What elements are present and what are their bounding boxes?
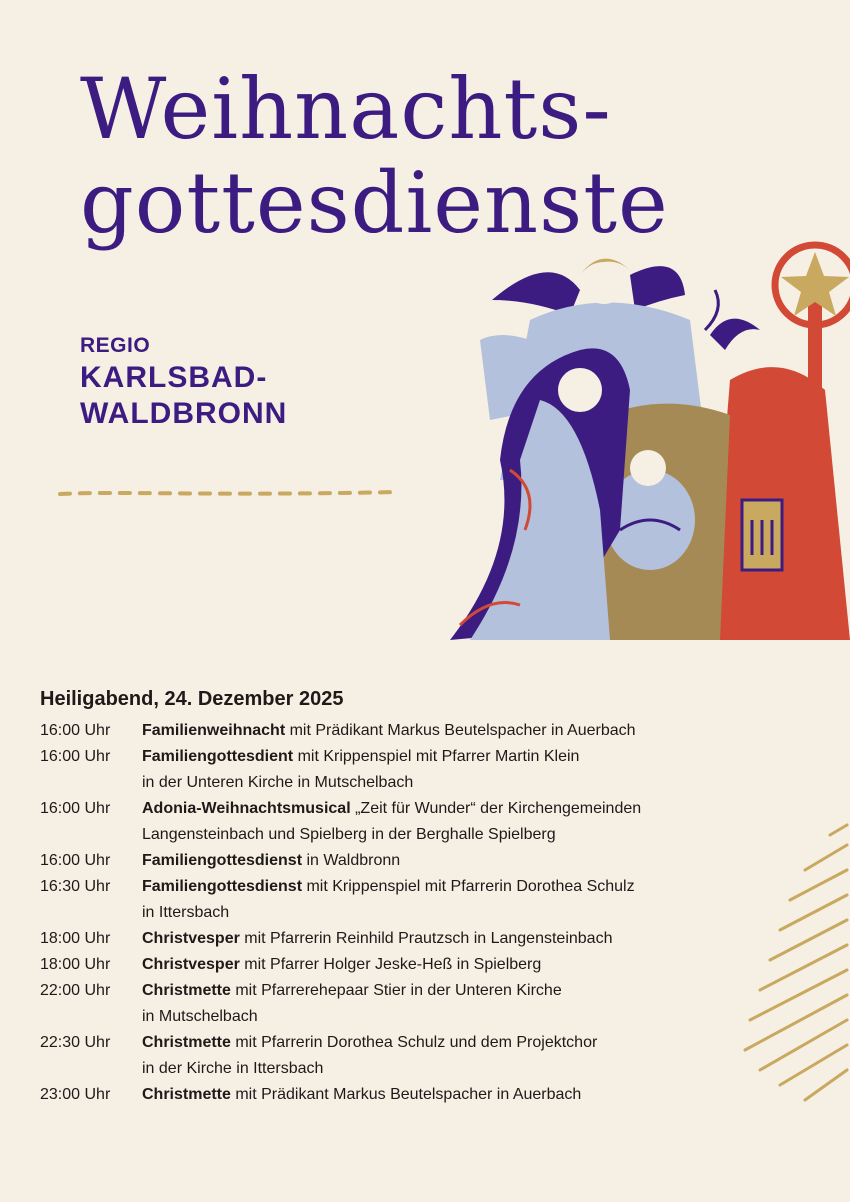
event-detail: mit Pfarrerehepaar Stier in der Unteren Kirche (230, 982, 562, 999)
event-detail: mit Prädikant Markus Beutelspacher in Auerbach (285, 722, 636, 739)
schedule-row (40, 978, 820, 1030)
region-name-line-2: WALDBRONN (80, 397, 288, 430)
schedule-row (40, 1082, 820, 1108)
title-line-1: Weihnachts- (80, 60, 612, 158)
event-name: Adonia-Weihnachtsmusical (142, 800, 351, 817)
event-time: 22:30 Uhr (40, 1034, 111, 1051)
event-detail-line-2: in der Unteren Kirche in Mutschelbach (142, 774, 414, 791)
event-detail: mit Prädikant Markus Beutelspacher in Auerbach (230, 1086, 582, 1103)
event-detail: mit Krippenspiel mit Pfarrer Martin Klein (293, 748, 580, 765)
event-name: Familienweihnacht (142, 722, 286, 739)
event-name: Christmette (142, 982, 231, 999)
event-detail: mit Pfarrer Holger Jeske-Heß in Spielberg (239, 956, 542, 973)
schedule-row (40, 848, 820, 874)
dashed-divider (58, 488, 403, 500)
schedule-row (40, 718, 820, 744)
event-time: 16:30 Uhr (40, 878, 111, 895)
event-time: 22:00 Uhr (40, 982, 111, 999)
schedule-row (40, 796, 820, 848)
event-detail: in Waldbronn (302, 852, 401, 869)
event-description (142, 978, 820, 1030)
service-schedule (40, 686, 820, 1108)
schedule-row (40, 1030, 820, 1082)
event-description (142, 718, 820, 744)
page-title (80, 62, 669, 250)
event-detail-line-2: in der Kirche in Ittersbach (142, 1060, 324, 1077)
event-time: 18:00 Uhr (40, 956, 111, 973)
event-time: 16:00 Uhr (40, 800, 111, 817)
schedule-row (40, 744, 820, 796)
event-name: Familiengottesdienst (142, 852, 303, 869)
event-description (142, 1082, 820, 1108)
region-name-line-1: KARLSBAD- (80, 361, 268, 394)
event-description (142, 796, 820, 848)
event-time: 16:00 Uhr (40, 748, 111, 765)
event-name: Familiengottesdient (142, 748, 294, 765)
event-time: 16:00 Uhr (40, 722, 111, 739)
event-description (142, 926, 820, 952)
event-description (142, 1030, 820, 1082)
nativity-illustration (430, 230, 850, 655)
schedule-row (40, 952, 820, 978)
schedule-row (40, 874, 820, 926)
event-detail: mit Pfarrerin Reinhild Prautzsch in Langensteinbach (239, 930, 613, 947)
event-detail-line-2: in Ittersbach (142, 904, 230, 921)
event-description (142, 848, 820, 874)
event-detail: „Zeit für Wunder“ der Kirchengemeinden (350, 800, 642, 817)
event-description (142, 744, 820, 796)
event-time: 18:00 Uhr (40, 930, 111, 947)
event-description (142, 952, 820, 978)
event-name: Familiengottesdienst (142, 878, 303, 895)
event-time: 16:00 Uhr (40, 852, 111, 869)
event-description (142, 874, 820, 926)
event-time: 23:00 Uhr (40, 1086, 111, 1103)
region-label: REGIO (80, 334, 151, 357)
schedule-row (40, 926, 820, 952)
event-detail: mit Krippenspiel mit Pfarrerin Dorothea Schulz (302, 878, 635, 895)
mary-icon (450, 348, 630, 640)
event-detail-line-2: in Mutschelbach (142, 1008, 258, 1025)
event-name: Christmette (142, 1086, 231, 1103)
event-name: Christmette (142, 1034, 231, 1051)
schedule-heading: Heiligabend, 24. Dezember 2025 (40, 688, 344, 710)
shepherd-icon (710, 318, 850, 640)
title-line-2: gottesdienste (80, 154, 669, 252)
event-name: Christvesper (142, 956, 240, 973)
region-block (80, 332, 287, 432)
event-detail: mit Pfarrerin Dorothea Schulz und dem Projektchor (230, 1034, 598, 1051)
event-name: Christvesper (142, 930, 240, 947)
event-detail-line-2: Langensteinbach und Spielberg in der Berghalle Spielberg (142, 826, 556, 843)
